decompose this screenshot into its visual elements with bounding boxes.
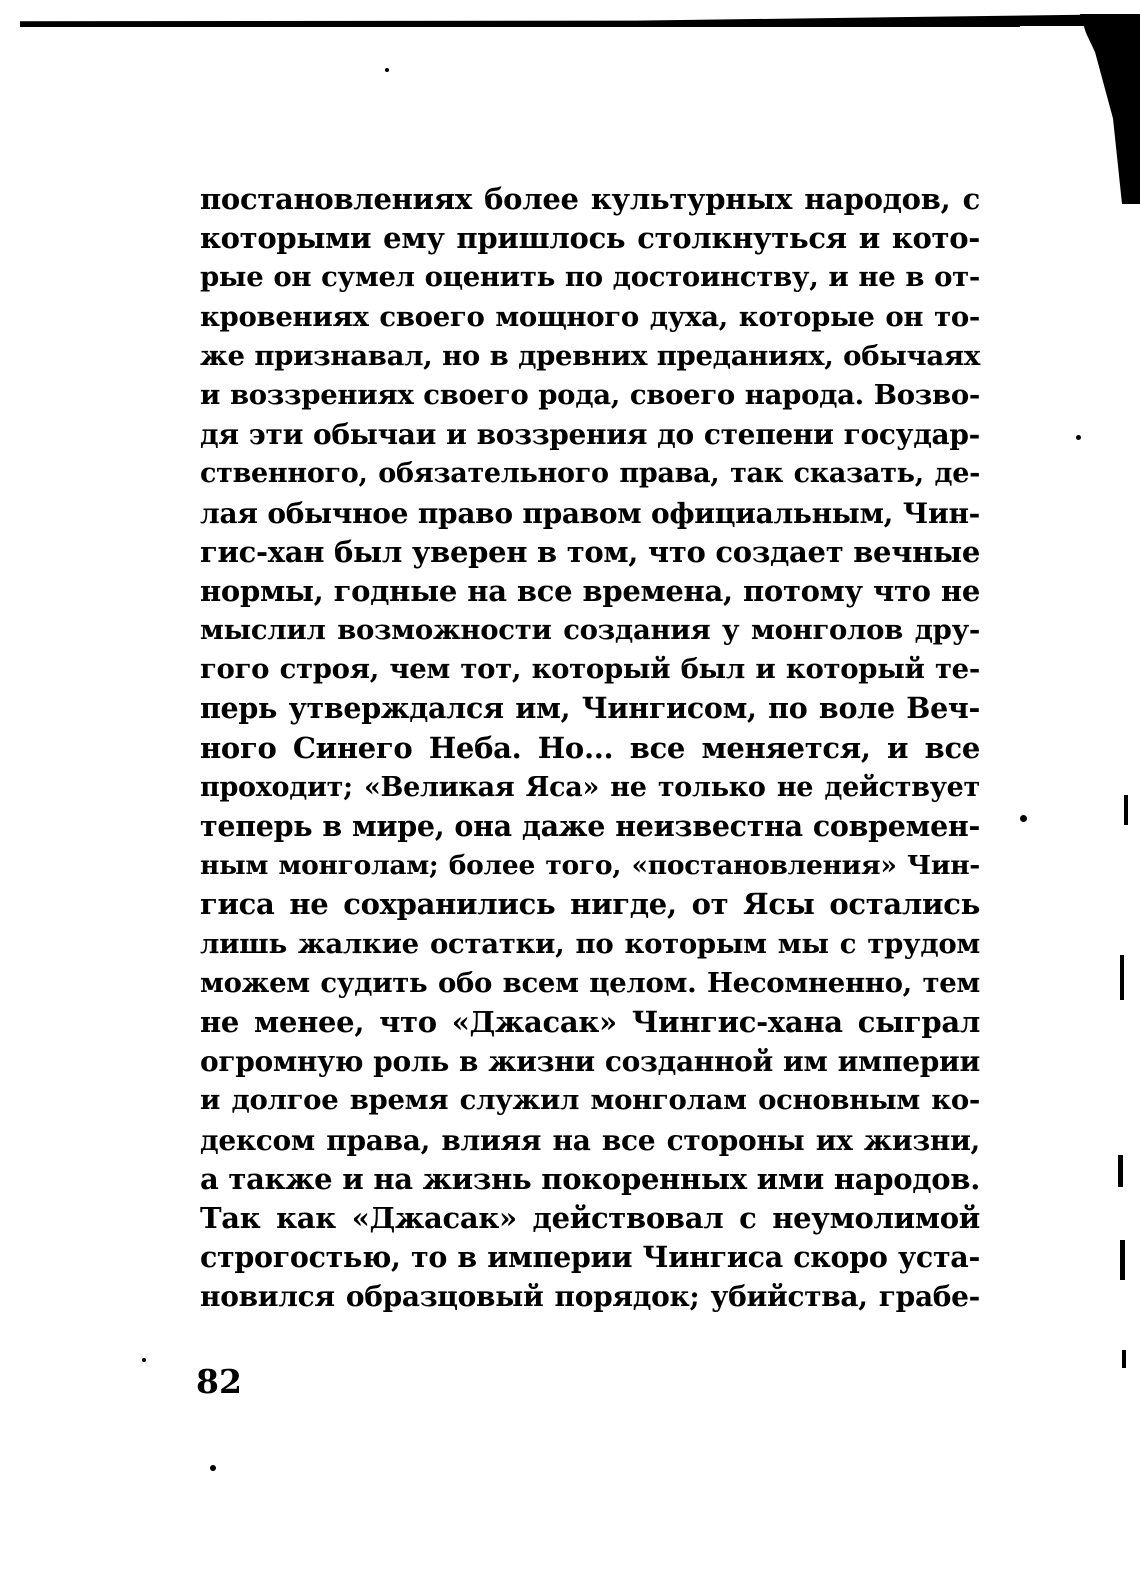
- text-line: новился образцовый порядок; убийства, грабе-: [200, 1280, 980, 1314]
- text-line: гиса не сохранились нигде, от Ясы остались: [200, 887, 980, 922]
- text-line: перь утверждался им, Чингисом, по воле Веч-: [200, 691, 980, 726]
- scan-speck: [1020, 815, 1027, 822]
- text-line: ственного, обязательного права, так сказать, де-: [200, 458, 980, 490]
- text-line: огромную роль в жизни созданной им империи: [200, 1045, 980, 1079]
- scan-edge-mark: [1120, 1240, 1125, 1280]
- text-line: строгостью, то в империи Чингиса скоро уста-: [200, 1240, 980, 1275]
- text-line: мыслил возможности создания у монголов дру-: [200, 614, 980, 647]
- text-line: нормы, годные на все времена, потому что не: [200, 573, 980, 608]
- text-line: же признавал, но в древних преданиях, обычаях: [200, 339, 980, 372]
- scan-edge-mark: [1122, 1350, 1126, 1368]
- text-line: дексом права, влияя на все стороны их жизни,: [200, 1123, 980, 1157]
- text-line: лишь жалкие остатки, по которым мы с трудом: [200, 927, 980, 960]
- text-line: рые он сумел оценить по достоинству, и не в от-: [200, 261, 980, 294]
- text-line: а также и на жизнь покоренных ими народов.: [200, 1161, 980, 1196]
- scan-speck: [1076, 435, 1081, 440]
- text-line: которыми ему пришлось столкнуться и кото-: [200, 221, 980, 256]
- text-line: проходит; «Великая Яса» не только не действует: [200, 771, 980, 803]
- scan-edge-mark: [1124, 795, 1128, 825]
- text-line: теперь в мире, она даже неизвестна современ-: [200, 809, 980, 843]
- text-line: лая обычное право правом официальным, Чин-: [200, 496, 980, 530]
- text-line: можем судить обо всем целом. Несомненно, тем: [200, 966, 980, 999]
- text-line: кровениях своего мощного духа, которые он то-: [200, 300, 980, 333]
- scan-edge-top-line: [20, 24, 1020, 27]
- text-line: Так как «Джасак» действовал с неумолимой: [200, 1200, 980, 1235]
- text-line: гого строя, чем тот, который был и который те-: [200, 653, 980, 686]
- scan-speck: [385, 68, 389, 72]
- text-line: и воззрениях своего рода, своего народа. Возво-: [200, 378, 980, 411]
- scan-edge-mark: [1118, 1155, 1123, 1187]
- text-line: гис-хан был уверен в том, что создает вечные: [200, 534, 980, 569]
- text-line: и долгое время служил монголам основным ко-: [200, 1084, 980, 1117]
- body-text: [200, 180, 980, 1316]
- text-line: ным монголам; более того, «постановления» Чин-: [200, 850, 980, 882]
- scan-speck: [210, 1465, 216, 1471]
- text-line: ного Синего Неба. Но... все меняется, и все: [200, 730, 980, 765]
- scan-speck: [142, 1358, 146, 1362]
- page-number: 82: [196, 1362, 242, 1401]
- text-line: дя эти обычаи и воззрения до степени государ-: [200, 418, 980, 452]
- text-line: постановлениях более культурных народов, с: [200, 182, 980, 216]
- scan-edge-mark: [1120, 955, 1124, 1000]
- scan-edge-right: [1080, 14, 1140, 204]
- text-line: не менее, что «Джасак» Чингис-хана сыграл: [200, 1004, 980, 1039]
